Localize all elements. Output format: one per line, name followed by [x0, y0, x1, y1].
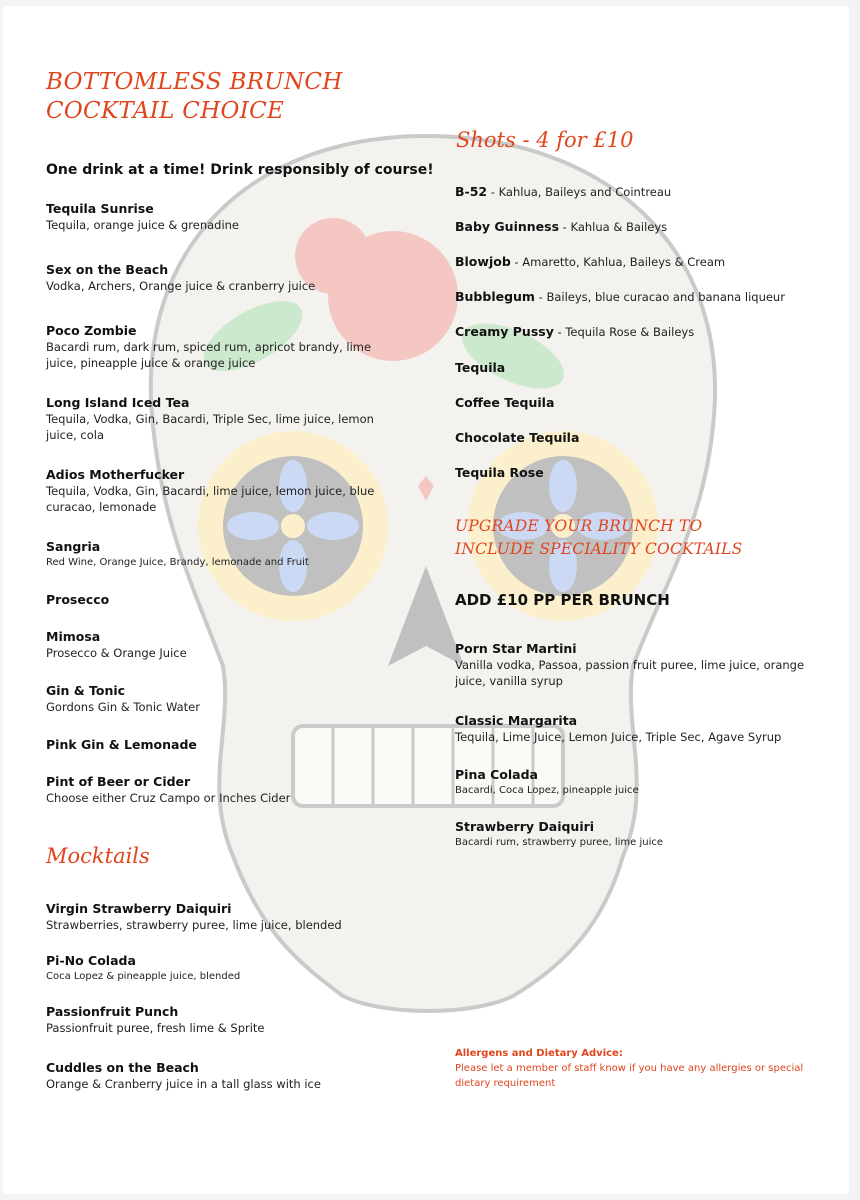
speciality-name: Pina Colada	[455, 767, 538, 782]
cocktail-item	[46, 774, 386, 806]
shot-item	[455, 360, 815, 376]
cocktail-item	[46, 395, 386, 443]
shot-item	[455, 219, 815, 235]
shot-name: Creamy Pussy	[455, 324, 554, 339]
allergen-notice	[455, 1046, 825, 1091]
shot-desc: Tequila Rose & Baileys	[565, 325, 695, 339]
upgrade-heading	[455, 515, 815, 561]
shot-item	[455, 324, 815, 340]
shot-desc: Amaretto, Kahlua, Baileys & Cream	[522, 255, 726, 269]
cocktail-item	[46, 737, 386, 753]
upgrade-line-2: INCLUDE SPECIALITY COCKTAILS	[455, 540, 743, 558]
cocktail-item	[46, 323, 386, 371]
speciality-item	[455, 767, 820, 799]
allergen-title: Allergens and Dietary Advice:	[455, 1048, 623, 1059]
speciality-item	[455, 641, 820, 689]
cocktail-name: Pint of Beer or Cider	[46, 774, 191, 789]
shot-name: Coffee Tequila	[455, 395, 555, 410]
cocktail-desc: Tequila, Vodka, Gin, Bacardi, lime juice, lemon juice, blue curacao, lemonade	[46, 484, 375, 514]
shot-item	[455, 465, 815, 481]
cocktail-desc: Vodka, Archers, Orange juice & cranberry juice	[46, 279, 316, 293]
menu-title	[46, 68, 366, 126]
cocktail-desc: Gordons Gin & Tonic Water	[46, 700, 200, 714]
shot-item	[455, 289, 815, 305]
mocktail-desc: Passionfruit puree, fresh lime & Sprite	[46, 1021, 265, 1035]
mocktail-desc: Orange & Cranberry juice in a tall glass with ice	[46, 1077, 321, 1091]
shots-heading: Shots - 4 for £10	[456, 128, 634, 152]
speciality-item	[455, 713, 820, 745]
mocktail-item	[46, 953, 386, 985]
mocktail-item	[46, 901, 386, 933]
speciality-desc: Vanilla vodka, Passoa, passion fruit puree, lime juice, orange juice, vanilla syrup	[455, 658, 805, 688]
shot-separator: -	[510, 255, 523, 269]
mocktail-name: Passionfruit Punch	[46, 1004, 179, 1019]
shot-separator: -	[487, 185, 499, 199]
shot-name: Tequila Rose	[455, 465, 544, 480]
menu-subtitle: One drink at a time! Drink responsibly of course!	[46, 162, 434, 178]
shot-item	[455, 254, 815, 270]
cocktail-item	[46, 262, 386, 294]
shot-desc: Baileys, blue curacao and banana liqueur	[546, 290, 785, 304]
cocktail-name: Sex on the Beach	[46, 262, 169, 277]
title-line-2: COCKTAIL CHOICE	[46, 98, 285, 124]
cocktail-name: Prosecco	[46, 592, 110, 607]
shot-name: Bubblegum	[455, 289, 535, 304]
cocktail-name: Tequila Sunrise	[46, 201, 154, 216]
speciality-name: Classic Margarita	[455, 713, 578, 728]
mocktail-item	[46, 1004, 386, 1036]
cocktail-desc: Choose either Cruz Campo or Inches Cider	[46, 791, 291, 805]
mocktails-heading: Mocktails	[46, 844, 150, 868]
allergen-text: Please let a member of staff know if you have any allergies or special dietary requirement	[455, 1063, 804, 1089]
speciality-name: Strawberry Daiquiri	[455, 819, 595, 834]
shot-name: Baby Guinness	[455, 219, 560, 234]
mocktail-desc: Coca Lopez & pineapple juice, blended	[46, 971, 241, 982]
shot-item	[455, 395, 815, 411]
cocktail-name: Gin & Tonic	[46, 683, 126, 698]
shot-name: B-52	[455, 184, 488, 199]
shot-name: Blowjob	[455, 254, 511, 269]
shot-name: Tequila	[455, 360, 506, 375]
cocktail-item	[46, 629, 386, 661]
cocktail-item	[46, 201, 386, 233]
mocktail-item	[46, 1060, 386, 1092]
add-price-note: ADD £10 PP PER BRUNCH	[455, 591, 670, 609]
speciality-desc: Bacardi rum, strawberry puree, lime juice	[455, 837, 664, 848]
cocktail-desc: Tequila, orange juice & grenadine	[46, 218, 240, 232]
cocktail-item	[46, 592, 386, 608]
cocktail-item	[46, 683, 386, 715]
mocktail-name: Cuddles on the Beach	[46, 1060, 199, 1075]
shot-separator: -	[553, 325, 566, 339]
cocktail-item	[46, 539, 386, 571]
shot-desc: Kahlua, Baileys and Cointreau	[498, 185, 672, 199]
shot-item	[455, 184, 815, 200]
shot-name: Chocolate Tequila	[455, 430, 580, 445]
speciality-name: Porn Star Martini	[455, 641, 577, 656]
cocktail-name: Sangria	[46, 539, 101, 554]
cocktail-name: Mimosa	[46, 629, 101, 644]
mocktail-desc: Strawberries, strawberry puree, lime juice, blended	[46, 918, 342, 932]
shot-separator: -	[534, 290, 547, 304]
cocktail-item	[46, 467, 386, 515]
cocktail-desc: Tequila, Vodka, Gin, Bacardi, Triple Sec, lime juice, lemon juice, cola	[46, 412, 374, 442]
speciality-desc: Bacardi, Coca Lopez, pineapple juice	[455, 785, 639, 796]
cocktail-desc: Bacardi rum, dark rum, spiced rum, apricot brandy, lime juice, pineapple juice & orange juice	[46, 340, 372, 370]
title-line-1: BOTTOMLESS BRUNCH	[46, 69, 343, 95]
mocktail-name: Pi-No Colada	[46, 953, 136, 968]
shot-separator: -	[559, 220, 571, 234]
mocktail-name: Virgin Strawberry Daiquiri	[46, 901, 232, 916]
cocktail-name: Pink Gin & Lemonade	[46, 737, 197, 752]
menu-page	[3, 6, 849, 1194]
shot-item	[455, 430, 815, 446]
cocktail-name: Long Island Iced Tea	[46, 395, 190, 410]
cocktail-name: Poco Zombie	[46, 323, 137, 338]
upgrade-line-1: UPGRADE YOUR BRUNCH TO	[455, 517, 703, 535]
shot-desc: Kahlua & Baileys	[570, 220, 668, 234]
cocktail-name: Adios Motherfucker	[46, 467, 185, 482]
cocktail-desc: Prosecco & Orange Juice	[46, 646, 187, 660]
cocktail-desc: Red Wine, Orange Juice, Brandy, lemonade and Fruit	[46, 557, 309, 568]
speciality-item	[455, 819, 820, 851]
speciality-desc: Tequila, Lime Juice, Lemon Juice, Triple Sec, Agave Syrup	[455, 730, 782, 744]
